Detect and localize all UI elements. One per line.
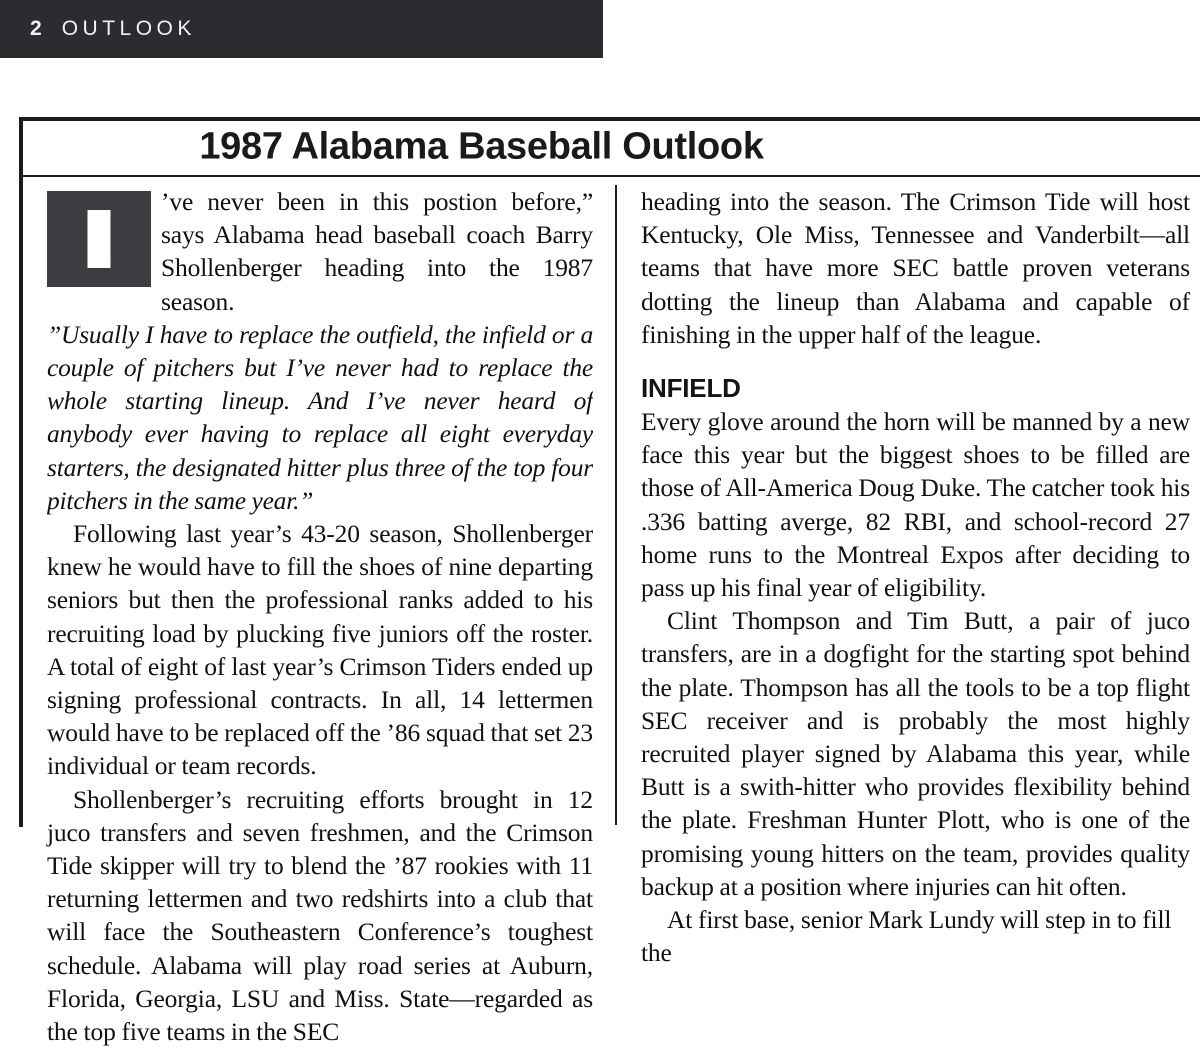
lede-text: ’ve never been in this postion before,” says Alabama head baseball coach Barry Shollenberger heading into the 1987 season.: [161, 187, 593, 316]
left-paragraph-3: Shollenberger’s recruiting efforts brought in 12 juco transfers and seven freshmen, and the Crimson Tide skipper will try to blend the ’87 rookies with 11 returning lettermen and two redshirts into a club that will face the Southeastern Conference’s toughest schedule. Alabama will play road series at Auburn, Florida, Georgia, LSU and Miss. State—regarded as the top five teams in the SEC: [47, 784, 593, 1047]
article-columns: [23, 177, 1200, 1047]
subhead-infield: INFIELD: [641, 373, 741, 404]
drop-cap-i: [47, 191, 151, 287]
section-label: OUTLOOK: [61, 17, 196, 40]
infield-paragraph-2: Clint Thompson and Tim Butt, a pair of juco transfers, are in a dogfight for the starting spot behind the plate. Thompson has all the tools to be a top flight SEC receiver and is probably the most highly recruited player signed by Alabama this year, while Butt is a swith-hitter who provides flexibility behind the plate. Freshman Hunter Plott, who is one of the promising young hitters on the team, provides quality backup at a position where injuries can hit often.: [641, 606, 1190, 901]
pull-quote: ”Usually I have to replace the outfield, the infield or a couple of pitchers but I’ve never had to replace the whole starting lineup. And I’ve never heard of anybody ever having to replace all eight everyday starters, the designated hitter plus three of the top four pitchers in the same year.”: [47, 319, 593, 515]
right-paragraph-continued: heading into the season. The Crimson Tide will host Kentucky, Ole Miss, Tennessee and Vanderbilt—all teams that have more SEC battle proven veterans dotting the lineup than Alabama and capable of finishing in the upper half of the league.: [641, 187, 1190, 349]
left-paragraph-2: Following last year’s 43-20 season, Shollenberger knew he would have to fill the shoes of nine departing seniors but then the professional ranks added to his recruiting load by plucking five juniors off the roster. A total of eight of last year’s Crimson Tiders ended up signing professional contracts. In all, 14 lettermen would have to be replaced off the ’86 squad that set 23 individual or team records.: [47, 519, 593, 781]
article-frame: [19, 117, 1200, 1047]
page-number: 2: [30, 17, 42, 40]
left-column: [23, 185, 615, 1047]
running-head-bar: [0, 0, 603, 58]
infield-paragraph-1: Every glove around the horn will be manned by a new face this year but the biggest shoes to be filled are those of All-America Doug Duke. The catcher took his .336 batting averge, 82 RBI, and school-record 27 home runs to the Montreal Expos after deciding to pass up his final year of eligibility.: [641, 407, 1190, 603]
article-title: 1987 Alabama Baseball Outlook: [199, 125, 764, 168]
title-band: [23, 121, 1200, 177]
right-column: [615, 185, 1200, 968]
lede-block: [47, 185, 593, 517]
drop-cap-letterform: [88, 210, 111, 268]
infield-paragraph-3: At first base, senior Mark Lundy will step in to fill the: [641, 905, 1172, 968]
